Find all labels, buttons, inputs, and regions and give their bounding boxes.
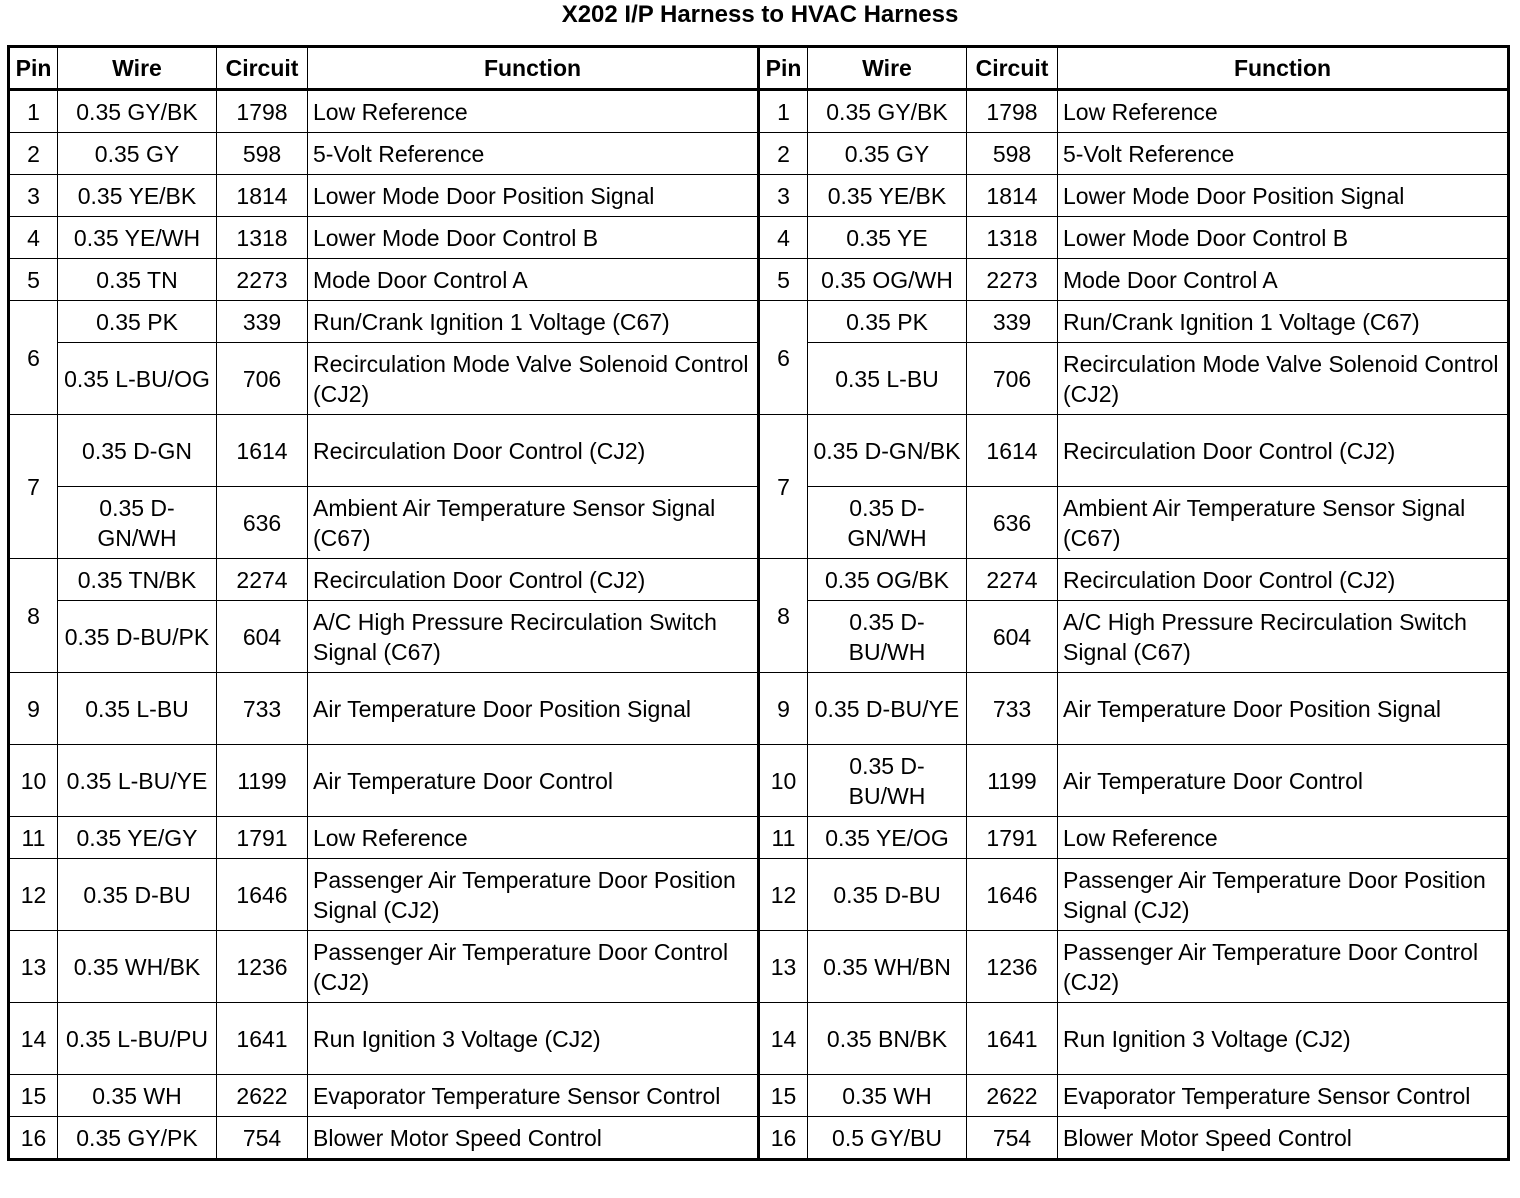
table-row (9, 817, 1509, 859)
function-cell: Low Reference (1058, 90, 1509, 133)
pin-cell: 15 (759, 1075, 808, 1117)
circuit-cell: 1646 (967, 859, 1058, 931)
function-cell: Mode Door Control A (1058, 259, 1509, 301)
pin-cell: 10 (759, 745, 808, 817)
wire-cell: 0.35 GY (58, 133, 217, 175)
header-wire-left: Wire (58, 47, 217, 90)
circuit-cell: 2274 (217, 559, 308, 601)
pin-cell: 9 (9, 673, 58, 745)
table-title: X202 I/P Harness to HVAC Harness (561, 1, 959, 28)
pin-cell: 14 (759, 1003, 808, 1075)
circuit-cell: 1641 (217, 1003, 308, 1075)
function-cell: Recirculation Mode Valve Solenoid Control (CJ2) (1058, 343, 1509, 415)
circuit-cell: 1814 (967, 175, 1058, 217)
circuit-cell: 598 (967, 133, 1058, 175)
function-cell: Blower Motor Speed Control (308, 1117, 759, 1160)
circuit-cell: 2622 (217, 1075, 308, 1117)
function-cell: Evaporator Temperature Sensor Control (1058, 1075, 1509, 1117)
wire-cell: 0.35 L-BU (58, 673, 217, 745)
function-cell: 5-Volt Reference (308, 133, 759, 175)
pin-cell: 16 (759, 1117, 808, 1160)
function-cell: Blower Motor Speed Control (1058, 1117, 1509, 1160)
wire-cell: 0.35 D-GN (58, 415, 217, 487)
function-cell: Lower Mode Door Control B (1058, 217, 1509, 259)
pin-cell: 8 (759, 559, 808, 673)
pin-cell: 1 (9, 90, 58, 133)
pin-cell: 2 (759, 133, 808, 175)
function-cell: Run/Crank Ignition 1 Voltage (C67) (1058, 301, 1509, 343)
wire-cell: 0.35 GY (808, 133, 967, 175)
function-cell: 5-Volt Reference (1058, 133, 1509, 175)
function-cell: Low Reference (1058, 817, 1509, 859)
wire-cell: 0.35 WH (58, 1075, 217, 1117)
header-circuit-left: Circuit (217, 47, 308, 90)
table-row (9, 745, 1509, 817)
function-cell: Passenger Air Temperature Door Position Signal (CJ2) (308, 859, 759, 931)
table-row (9, 301, 1509, 343)
circuit-cell: 1814 (217, 175, 308, 217)
wire-cell: 0.35 D-BU/WH (808, 601, 967, 673)
circuit-cell: 754 (967, 1117, 1058, 1160)
wire-cell: 0.35 WH/BN (808, 931, 967, 1003)
header-circuit-right: Circuit (967, 47, 1058, 90)
header-function-left: Function (308, 47, 759, 90)
wire-cell: 0.35 BN/BK (808, 1003, 967, 1075)
circuit-cell: 2273 (217, 259, 308, 301)
pin-cell: 4 (9, 217, 58, 259)
wire-cell: 0.35 L-BU/YE (58, 745, 217, 817)
table-row (9, 1117, 1509, 1160)
function-cell: Lower Mode Door Position Signal (308, 175, 759, 217)
circuit-cell: 339 (967, 301, 1058, 343)
pin-cell: 1 (759, 90, 808, 133)
circuit-cell: 2273 (967, 259, 1058, 301)
header-row (9, 47, 1509, 90)
circuit-cell: 1798 (217, 90, 308, 133)
wire-cell: 0.35 GY/BK (58, 90, 217, 133)
pin-cell: 5 (9, 259, 58, 301)
table-row (9, 90, 1509, 133)
circuit-cell: 1614 (217, 415, 308, 487)
wire-cell: 0.35 OG/BK (808, 559, 967, 601)
circuit-cell: 598 (217, 133, 308, 175)
function-cell: Passenger Air Temperature Door Control (CJ2) (1058, 931, 1509, 1003)
function-cell: Lower Mode Door Position Signal (1058, 175, 1509, 217)
function-cell: A/C High Pressure Recirculation Switch Signal (C67) (308, 601, 759, 673)
table-row (9, 931, 1509, 1003)
wire-cell: 0.35 D-GN/BK (808, 415, 967, 487)
pin-cell: 6 (9, 301, 58, 415)
pin-cell: 8 (9, 559, 58, 673)
circuit-cell: 706 (967, 343, 1058, 415)
wire-cell: 0.5 GY/BU (808, 1117, 967, 1160)
function-cell: A/C High Pressure Recirculation Switch Signal (C67) (1058, 601, 1509, 673)
function-cell: Lower Mode Door Control B (308, 217, 759, 259)
wire-cell: 0.35 TN/BK (58, 559, 217, 601)
circuit-cell: 1798 (967, 90, 1058, 133)
pin-cell: 7 (759, 415, 808, 559)
header-pin-left: Pin (9, 47, 58, 90)
wire-cell: 0.35 WH (808, 1075, 967, 1117)
pin-cell: 13 (759, 931, 808, 1003)
circuit-cell: 604 (967, 601, 1058, 673)
wire-cell: 0.35 D-GN/WH (808, 487, 967, 559)
table-row (9, 1075, 1509, 1117)
circuit-cell: 1318 (217, 217, 308, 259)
pin-cell: 5 (759, 259, 808, 301)
circuit-cell: 2274 (967, 559, 1058, 601)
circuit-cell: 706 (217, 343, 308, 415)
table-body (9, 90, 1509, 1160)
function-cell: Recirculation Door Control (CJ2) (1058, 559, 1509, 601)
wire-cell: 0.35 YE/BK (58, 175, 217, 217)
pin-cell: 6 (759, 301, 808, 415)
function-cell: Air Temperature Door Position Signal (1058, 673, 1509, 745)
pin-cell: 10 (9, 745, 58, 817)
pin-cell: 4 (759, 217, 808, 259)
function-cell: Ambient Air Temperature Sensor Signal (C67) (1058, 487, 1509, 559)
circuit-cell: 1236 (967, 931, 1058, 1003)
circuit-cell: 1791 (967, 817, 1058, 859)
pin-cell: 12 (759, 859, 808, 931)
circuit-cell: 1791 (217, 817, 308, 859)
table-row (9, 559, 1509, 601)
function-cell: Low Reference (308, 90, 759, 133)
function-cell: Evaporator Temperature Sensor Control (308, 1075, 759, 1117)
circuit-cell: 1614 (967, 415, 1058, 487)
function-cell: Passenger Air Temperature Door Control (CJ2) (308, 931, 759, 1003)
circuit-cell: 733 (217, 673, 308, 745)
pin-cell: 15 (9, 1075, 58, 1117)
wire-cell: 0.35 D-BU/WH (808, 745, 967, 817)
function-cell: Recirculation Mode Valve Solenoid Control (CJ2) (308, 343, 759, 415)
wire-cell: 0.35 TN (58, 259, 217, 301)
pin-cell: 12 (9, 859, 58, 931)
wire-cell: 0.35 GY/PK (58, 1117, 217, 1160)
function-cell: Air Temperature Door Control (1058, 745, 1509, 817)
pin-cell: 3 (9, 175, 58, 217)
circuit-cell: 1641 (967, 1003, 1058, 1075)
circuit-cell: 636 (217, 487, 308, 559)
function-cell: Run/Crank Ignition 1 Voltage (C67) (308, 301, 759, 343)
circuit-cell: 754 (217, 1117, 308, 1160)
wire-cell: 0.35 D-GN/WH (58, 487, 217, 559)
pin-cell: 7 (9, 415, 58, 559)
pin-cell: 3 (759, 175, 808, 217)
wire-cell: 0.35 L-BU (808, 343, 967, 415)
circuit-cell: 1199 (217, 745, 308, 817)
function-cell: Run Ignition 3 Voltage (CJ2) (1058, 1003, 1509, 1075)
pinout-table (7, 45, 1510, 1161)
function-cell: Ambient Air Temperature Sensor Signal (C67) (308, 487, 759, 559)
table-row (9, 133, 1509, 175)
wire-cell: 0.35 D-BU/YE (808, 673, 967, 745)
wire-cell: 0.35 YE/GY (58, 817, 217, 859)
table-row (9, 1003, 1509, 1075)
function-cell: Recirculation Door Control (CJ2) (1058, 415, 1509, 487)
circuit-cell: 2622 (967, 1075, 1058, 1117)
circuit-cell: 604 (217, 601, 308, 673)
wire-cell: 0.35 OG/WH (808, 259, 967, 301)
table-row (9, 859, 1509, 931)
table-row (9, 175, 1509, 217)
circuit-cell: 1646 (217, 859, 308, 931)
function-cell: Mode Door Control A (308, 259, 759, 301)
header-wire-right: Wire (808, 47, 967, 90)
pin-cell: 11 (759, 817, 808, 859)
function-cell: Passenger Air Temperature Door Position Signal (CJ2) (1058, 859, 1509, 931)
table-row (9, 217, 1509, 259)
wire-cell: 0.35 D-BU (808, 859, 967, 931)
pin-cell: 16 (9, 1117, 58, 1160)
pin-cell: 9 (759, 673, 808, 745)
pin-cell: 13 (9, 931, 58, 1003)
wire-cell: 0.35 YE/WH (58, 217, 217, 259)
wire-cell: 0.35 YE/OG (808, 817, 967, 859)
circuit-cell: 1199 (967, 745, 1058, 817)
table-row (9, 415, 1509, 487)
circuit-cell: 733 (967, 673, 1058, 745)
table-row (9, 259, 1509, 301)
pin-cell: 14 (9, 1003, 58, 1075)
wire-cell: 0.35 PK (58, 301, 217, 343)
function-cell: Air Temperature Door Control (308, 745, 759, 817)
function-cell: Recirculation Door Control (CJ2) (308, 415, 759, 487)
function-cell: Recirculation Door Control (CJ2) (308, 559, 759, 601)
circuit-cell: 1318 (967, 217, 1058, 259)
wire-cell: 0.35 YE (808, 217, 967, 259)
circuit-cell: 1236 (217, 931, 308, 1003)
header-pin-right: Pin (759, 47, 808, 90)
wire-cell: 0.35 YE/BK (808, 175, 967, 217)
wire-cell: 0.35 L-BU/OG (58, 343, 217, 415)
wire-cell: 0.35 L-BU/PU (58, 1003, 217, 1075)
function-cell: Low Reference (308, 817, 759, 859)
circuit-cell: 339 (217, 301, 308, 343)
wire-cell: 0.35 GY/BK (808, 90, 967, 133)
circuit-cell: 636 (967, 487, 1058, 559)
wire-cell: 0.35 PK (808, 301, 967, 343)
wire-cell: 0.35 D-BU/PK (58, 601, 217, 673)
pin-cell: 11 (9, 817, 58, 859)
function-cell: Run Ignition 3 Voltage (CJ2) (308, 1003, 759, 1075)
function-cell: Air Temperature Door Position Signal (308, 673, 759, 745)
pin-cell: 2 (9, 133, 58, 175)
wire-cell: 0.35 D-BU (58, 859, 217, 931)
wire-cell: 0.35 WH/BK (58, 931, 217, 1003)
header-function-right: Function (1058, 47, 1509, 90)
table-row (9, 673, 1509, 745)
